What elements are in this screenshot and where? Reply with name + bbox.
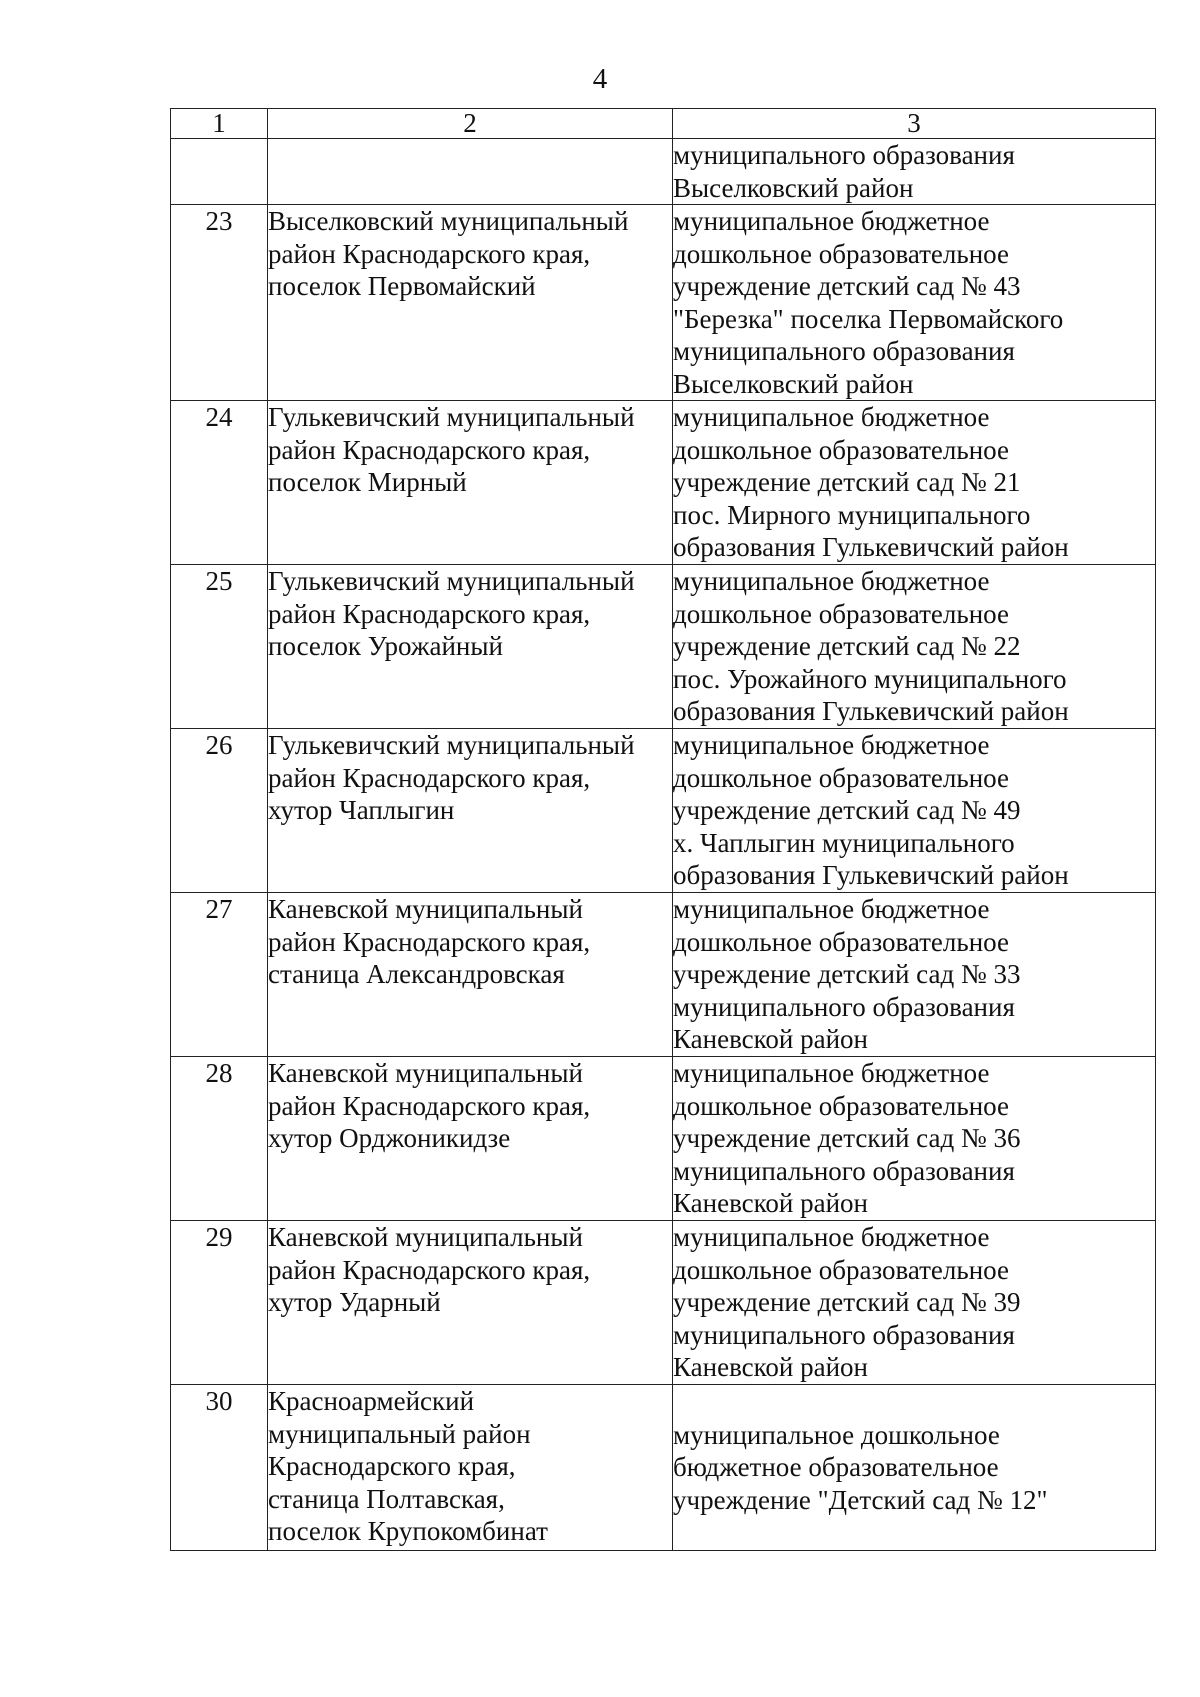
region-cell (268, 1221, 673, 1385)
institution-line: дошкольное образовательное (673, 926, 1009, 957)
region-line: Выселковский муниципальный (268, 206, 629, 236)
institution-line: муниципальное бюджетное (673, 894, 990, 924)
institution-line: дошкольное образовательное (673, 434, 1009, 465)
row-number: 25 (171, 565, 268, 729)
row-number: 29 (171, 1221, 268, 1385)
region-line: район Краснодарского края, (268, 238, 591, 269)
region-line: поселок Первомайский (268, 271, 536, 301)
table-header (171, 109, 1156, 139)
table-row-continuation (171, 139, 1156, 205)
row-number (171, 139, 268, 205)
institution-line: муниципального образования (673, 336, 1015, 366)
row-number: 26 (171, 729, 268, 893)
region-line: поселок Крупокомбинат (268, 1516, 548, 1546)
table-row (171, 1385, 1156, 1551)
region-cell (268, 1057, 673, 1221)
institution-cell (673, 1385, 1156, 1551)
institution-line: пос. Мирного муниципального (673, 499, 1031, 530)
institution-line: муниципальное бюджетное (673, 206, 990, 236)
region-cell (268, 139, 673, 205)
table-row (171, 729, 1156, 893)
header-row (171, 109, 1156, 139)
table-row (171, 565, 1156, 729)
institution-line: муниципальное бюджетное (673, 730, 990, 760)
row-number: 23 (171, 205, 268, 401)
row-number: 28 (171, 1057, 268, 1221)
institution-line: дошкольное образовательное (673, 762, 1009, 793)
table-body (171, 139, 1156, 1551)
institution-line: Выселковский район (673, 368, 914, 399)
region-line: Красноармейский (268, 1386, 475, 1416)
institution-cell (673, 139, 1156, 205)
institution-line: муниципального образования (673, 991, 1015, 1022)
institution-line: учреждение детский сад № 21 (673, 467, 1021, 497)
institution-line: образования Гулькевичский район (673, 532, 1069, 562)
institution-cell (673, 1221, 1156, 1385)
region-line: поселок Урожайный (268, 631, 503, 661)
institution-line: муниципальное дошкольное (673, 1419, 1000, 1450)
institution-cell (673, 565, 1156, 729)
column-header-1: 1 (171, 109, 268, 139)
region-cell (268, 1385, 673, 1551)
institution-line: х. Чаплыгин муниципального (673, 827, 1015, 858)
page-number: 4 (592, 63, 608, 95)
institution-cell (673, 729, 1156, 893)
region-line: район Краснодарского края, (268, 926, 591, 957)
region-line: станица Александровская (268, 959, 565, 989)
region-cell (268, 401, 673, 565)
region-line: хутор Ударный (268, 1287, 441, 1317)
region-line: станица Полтавская, (268, 1483, 505, 1514)
region-line: поселок Мирный (268, 467, 467, 497)
institution-line: учреждение детский сад № 43 (673, 271, 1021, 301)
institution-line: образования Гулькевичский район (673, 860, 1069, 890)
region-line: Каневской муниципальный (268, 1058, 583, 1088)
institution-cell (673, 401, 1156, 565)
region-line: район Краснодарского края, (268, 1254, 591, 1285)
row-number: 24 (171, 401, 268, 565)
region-line: Каневской муниципальный (268, 1222, 583, 1252)
region-cell (268, 729, 673, 893)
institution-line: дошкольное образовательное (673, 1090, 1009, 1121)
region-line: район Краснодарского края, (268, 762, 591, 793)
region-line: район Краснодарского края, (268, 598, 591, 629)
table-row (171, 401, 1156, 565)
region-line: хутор Чаплыгин (268, 795, 455, 825)
institution-line: "Березка" поселка Первомайского (673, 303, 1064, 334)
institution-line: учреждение детский сад № 36 (673, 1123, 1021, 1153)
institution-line: дошкольное образовательное (673, 238, 1009, 269)
institution-line: учреждение детский сад № 39 (673, 1287, 1021, 1317)
region-line: Каневской муниципальный (268, 894, 583, 924)
institution-line: муниципальное бюджетное (673, 1222, 990, 1252)
region-cell (268, 565, 673, 729)
institution-cell (673, 893, 1156, 1057)
institutions-table (170, 108, 1156, 1551)
institution-line: Выселковский район (673, 172, 914, 203)
institution-line: муниципальное бюджетное (673, 1058, 990, 1088)
institution-line: Каневской район (673, 1352, 868, 1382)
region-line: Гулькевичский муниципальный (268, 730, 635, 760)
institution-cell (673, 205, 1156, 401)
institution-line: учреждение детский сад № 33 (673, 959, 1021, 989)
region-cell (268, 893, 673, 1057)
region-line: муниципальный район (268, 1418, 531, 1449)
table-row (171, 205, 1156, 401)
institution-line: учреждение детский сад № 49 (673, 795, 1021, 825)
institution-line: образования Гулькевичский район (673, 696, 1069, 726)
institution-line: дошкольное образовательное (673, 598, 1009, 629)
institution-line: учреждение детский сад № 22 (673, 631, 1021, 661)
table-row (171, 1057, 1156, 1221)
column-header-2: 2 (268, 109, 673, 139)
region-cell (268, 205, 673, 401)
institution-line: муниципального образования (673, 140, 1015, 170)
institution-line: Каневской район (673, 1024, 868, 1054)
region-line: район Краснодарского края, (268, 434, 591, 465)
row-number: 30 (171, 1385, 268, 1551)
region-line: Краснодарского края, (268, 1451, 516, 1481)
institution-cell (673, 1057, 1156, 1221)
region-line: хутор Орджоникидзе (268, 1123, 511, 1153)
table-row (171, 1221, 1156, 1385)
institution-line: муниципальное бюджетное (673, 566, 990, 596)
column-header-3: 3 (673, 109, 1156, 139)
region-line: Гулькевичский муниципальный (268, 402, 635, 432)
region-line: район Краснодарского края, (268, 1090, 591, 1121)
institution-line: пос. Урожайного муниципального (673, 663, 1067, 694)
institution-line: бюджетное образовательное (673, 1452, 999, 1483)
row-number: 27 (171, 893, 268, 1057)
institution-line: муниципального образования (673, 1155, 1015, 1186)
institution-line: муниципальное бюджетное (673, 402, 990, 432)
table-row (171, 893, 1156, 1057)
region-line: Гулькевичский муниципальный (268, 566, 635, 596)
institution-line: учреждение "Детский сад № 12" (673, 1484, 1048, 1515)
institution-line: муниципального образования (673, 1319, 1015, 1350)
institution-line: Каневской район (673, 1188, 868, 1218)
institution-line: дошкольное образовательное (673, 1254, 1009, 1285)
